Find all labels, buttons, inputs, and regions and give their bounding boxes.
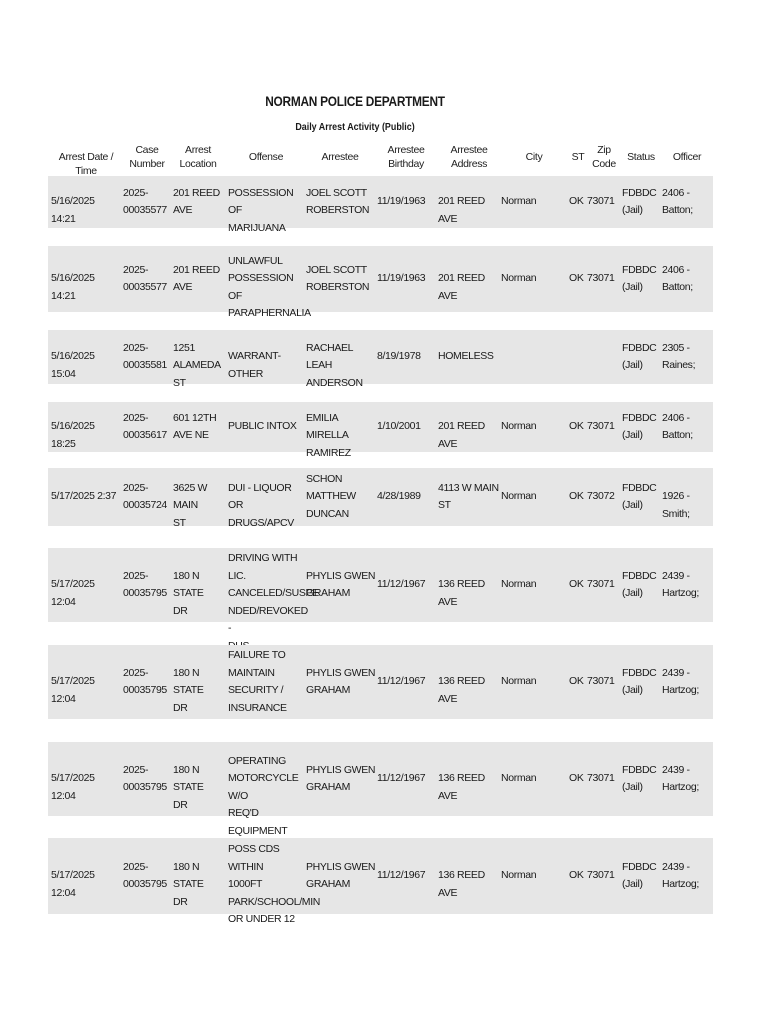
cell-location: 201 REED AVE <box>173 263 220 293</box>
column-header-birthday: Arrestee Birthday <box>387 143 425 170</box>
column-header-st: ST <box>571 150 585 163</box>
cell-city: Norman <box>501 420 537 433</box>
cell-address: HOMELESS <box>438 350 494 363</box>
cell-birthday: 8/19/1978 <box>377 350 421 363</box>
cell-case: 2025- 00035795 <box>123 666 167 696</box>
cell-location: 180 N STATE DR <box>173 666 204 714</box>
cell-date: 5/17/2025 12:04 <box>51 869 95 899</box>
cell-st: OK <box>569 869 584 882</box>
cell-location: 180 N STATE DR <box>173 569 204 617</box>
cell-zip: 73071 <box>587 869 615 882</box>
cell-status: FDBDC (Jail) <box>622 569 657 599</box>
cell-status: FDBDC (Jail) <box>622 763 657 793</box>
cell-case: 2025- 00035577 <box>123 263 167 293</box>
cell-status: FDBDC (Jail) <box>622 411 657 441</box>
cell-date: 5/16/2025 14:21 <box>51 272 95 302</box>
cell-offense: WARRANT-OTHER <box>228 350 281 380</box>
cell-date: 5/16/2025 15:04 <box>51 350 95 380</box>
cell-city: Norman <box>501 195 537 208</box>
cell-status: FDBDC (Jail) <box>622 481 657 511</box>
cell-case: 2025- 00035795 <box>123 860 167 890</box>
cell-date: 5/16/2025 18:25 <box>51 420 95 450</box>
cell-zip: 73071 <box>587 195 615 208</box>
cell-zip: 73071 <box>587 675 615 688</box>
cell-address: 201 REED AVE <box>438 272 485 302</box>
cell-officer: 2406 - Batton; <box>662 411 693 441</box>
cell-city: Norman <box>501 675 537 688</box>
cell-arrestee: RACHAEL LEAH ANDERSON <box>306 341 363 389</box>
cell-status: FDBDC (Jail) <box>622 186 657 216</box>
column-header-date: Arrest Date / Time <box>58 150 114 178</box>
cell-offense: POSS CDS WITHIN 1000FT PARK/SCHOOL/MIN OR UNDER 12 <box>228 843 320 925</box>
cell-location: 1251 ALAMEDA ST <box>173 341 221 389</box>
cell-city: Norman <box>501 272 537 285</box>
cell-birthday: 11/19/1963 <box>377 272 426 285</box>
cell-arrestee: JOEL SCOTT ROBERSTON <box>306 186 370 216</box>
cell-officer: 2439 - Hartzog; <box>662 666 699 696</box>
cell-address: 4113 W MAIN ST <box>438 481 499 511</box>
cell-st: OK <box>569 490 584 503</box>
cell-address: 136 REED AVE <box>438 869 485 899</box>
cell-arrestee: PHYLIS GWEN GRAHAM <box>306 860 376 890</box>
cell-birthday: 1/10/2001 <box>377 420 421 433</box>
report-subtitle: Daily Arrest Activity (Public) <box>295 121 415 133</box>
cell-birthday: 11/12/1967 <box>377 675 426 688</box>
cell-city: Norman <box>501 869 537 882</box>
cell-case: 2025- 00035724 <box>123 481 167 511</box>
cell-birthday: 4/28/1989 <box>377 490 421 503</box>
cell-arrestee: JOEL SCOTT ROBERSTON <box>306 263 370 293</box>
cell-st: OK <box>569 272 584 285</box>
cell-zip: 73072 <box>587 490 615 503</box>
cell-case: 2025- 00035581 <box>123 341 167 371</box>
cell-arrestee: PHYLIS GWEN GRAHAM <box>306 666 376 696</box>
cell-offense: FAILURE TO MAINTAIN SECURITY / INSURANCE <box>228 649 287 714</box>
column-header-status: Status <box>627 150 655 163</box>
cell-status: FDBDC (Jail) <box>622 666 657 696</box>
cell-date: 5/17/2025 12:04 <box>51 772 95 802</box>
cell-zip: 73071 <box>587 772 615 785</box>
cell-birthday: 11/12/1967 <box>377 869 426 882</box>
cell-officer: 2439 - Hartzog; <box>662 860 699 890</box>
cell-offense: OPERATING MOTORCYCLE W/O REQ'D EQUIPMENT <box>228 754 299 837</box>
cell-birthday: 11/12/1967 <box>377 772 426 785</box>
cell-city: Norman <box>501 578 537 591</box>
cell-offense: POSSESSION OF MARIJUANA <box>228 186 294 234</box>
column-header-case: Case Number <box>129 143 165 170</box>
cell-officer: 2439 - Hartzog; <box>662 763 699 793</box>
cell-location: 180 N STATE DR <box>173 763 204 811</box>
cell-case: 2025- 00035795 <box>123 569 167 599</box>
cell-location: 3625 W MAIN ST <box>173 481 208 529</box>
cell-arrestee: EMILIA MIRELLA RAMIREZ <box>306 411 351 459</box>
cell-date: 5/16/2025 14:21 <box>51 195 95 225</box>
cell-officer: 2406 - Batton; <box>662 263 693 293</box>
column-header-offense: Offense <box>248 150 284 163</box>
cell-address: 201 REED AVE <box>438 195 485 225</box>
cell-status: FDBDC (Jail) <box>622 263 657 293</box>
cell-arrestee: SCHON MATTHEW DUNCAN <box>306 472 356 520</box>
report-title: NORMAN POLICE DEPARTMENT <box>265 94 445 109</box>
cell-date: 5/17/2025 12:04 <box>51 578 95 608</box>
cell-location: 601 12TH AVE NE <box>173 411 217 441</box>
cell-arrestee: PHYLIS GWEN GRAHAM <box>306 763 376 793</box>
cell-officer: 1926 - Smith; <box>662 490 690 520</box>
cell-address: 136 REED AVE <box>438 675 485 705</box>
cell-zip: 73071 <box>587 578 615 591</box>
column-header-officer: Officer <box>672 150 702 163</box>
cell-address: 136 REED AVE <box>438 772 485 802</box>
cell-location: 180 N STATE DR <box>173 860 204 908</box>
cell-officer: 2439 - Hartzog; <box>662 569 699 599</box>
cell-st: OK <box>569 772 584 785</box>
cell-address: 136 REED AVE <box>438 578 485 608</box>
cell-date: 5/17/2025 12:04 <box>51 675 95 705</box>
column-header-city: City <box>525 150 543 163</box>
cell-status: FDBDC (Jail) <box>622 341 657 371</box>
cell-offense: DRIVING WITH LIC. CANCELED/SUSPE NDED/REVOKED - <box>228 552 319 634</box>
cell-officer: 2406 - Batton; <box>662 186 693 216</box>
cell-city: Norman <box>501 490 537 503</box>
cell-city: Norman <box>501 772 537 785</box>
cell-offense: PUBLIC INTOX <box>228 420 297 433</box>
column-header-zip: Zip Code <box>592 143 616 170</box>
cell-st: OK <box>569 420 584 433</box>
cell-case: 2025- 00035795 <box>123 763 167 793</box>
cell-birthday: 11/12/1967 <box>377 578 426 591</box>
cell-st: OK <box>569 195 584 208</box>
cell-st: OK <box>569 578 584 591</box>
cell-offense: DUI - LIQUOR OR DRUGS/APCV <box>228 481 294 529</box>
cell-case: 2025- 00035617 <box>123 411 167 441</box>
cell-birthday: 11/19/1963 <box>377 195 426 208</box>
cell-offense: UNLAWFUL POSSESSION OF PARAPHERNALIA <box>228 254 311 320</box>
cell-address: 201 REED AVE <box>438 420 485 450</box>
cell-status: FDBDC (Jail) <box>622 860 657 890</box>
cell-arrestee: PHYLIS GWEN GRAHAM <box>306 569 376 599</box>
column-header-location: Arrest Location <box>179 143 217 170</box>
cell-st: OK <box>569 675 584 688</box>
column-header-arrestee: Arrestee <box>321 150 359 163</box>
cell-location: 201 REED AVE <box>173 186 220 216</box>
cell-case: 2025- 00035577 <box>123 186 167 216</box>
cell-date: 5/17/2025 2:37 <box>51 490 117 503</box>
cell-zip: 73071 <box>587 272 615 285</box>
column-header-address: Arrestee Address <box>450 143 488 170</box>
cell-zip: 73071 <box>587 420 615 433</box>
cell-officer: 2305 - Raines; <box>662 341 696 371</box>
